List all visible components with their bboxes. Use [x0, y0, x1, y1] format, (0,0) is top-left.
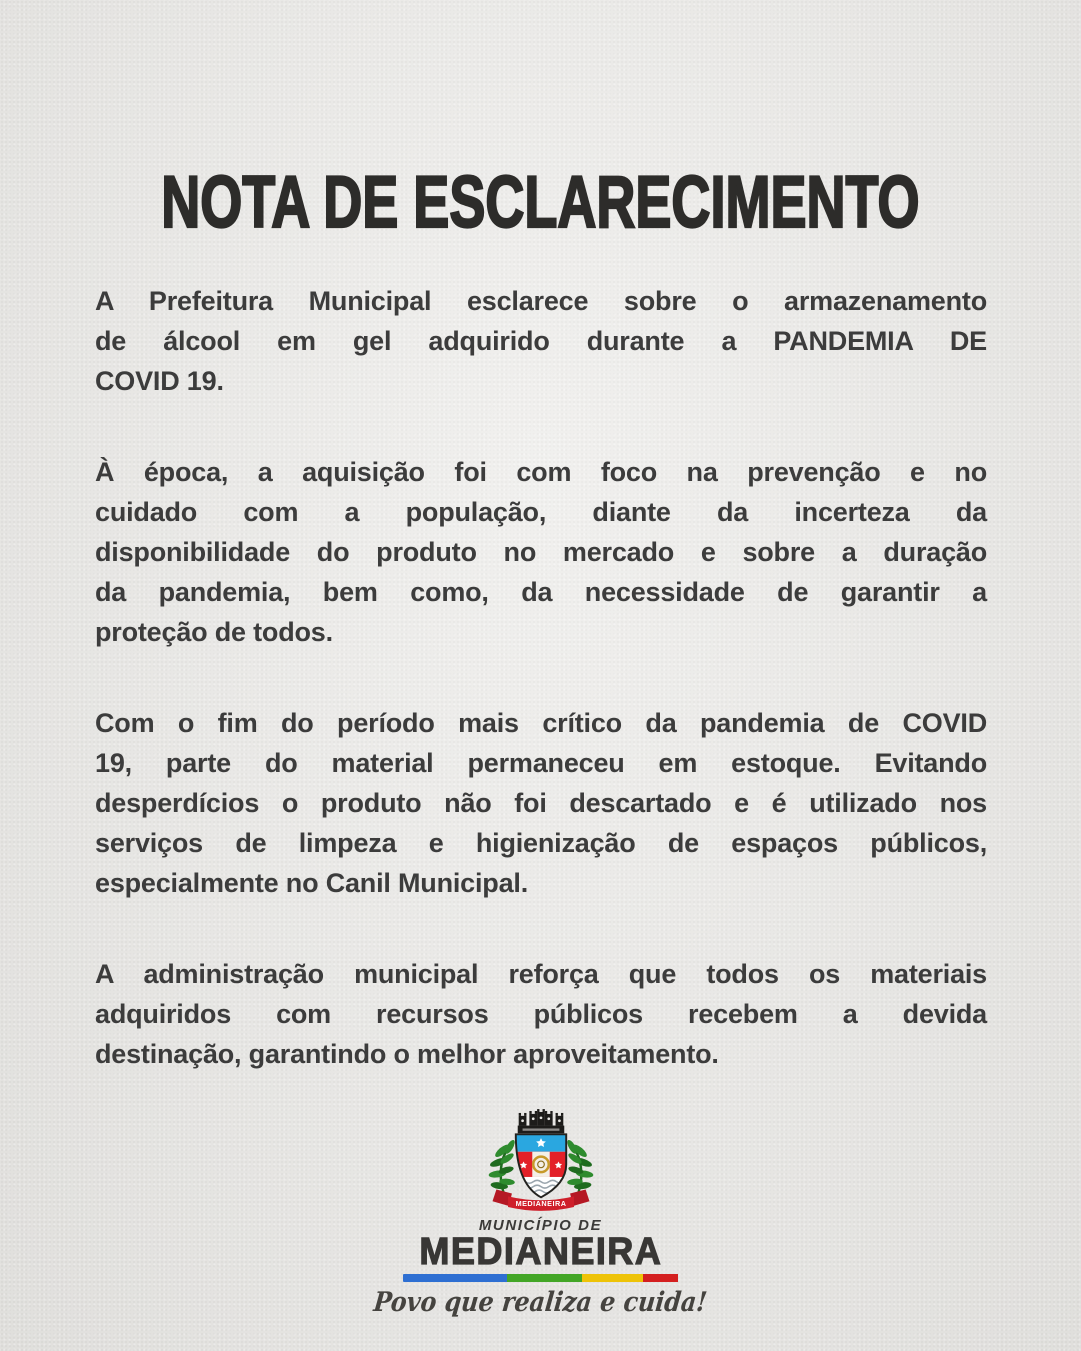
body-line: A administração municipal reforça que todos os materiais — [95, 959, 987, 989]
body-line: de álcool em gel adquirido durante a PANDEMIA DE — [95, 326, 987, 356]
body-line: da pandemia, bem como, da necessidade de garantir a — [95, 577, 987, 607]
body-paragraph — [95, 452, 987, 652]
body-paragraph — [95, 703, 987, 903]
flag-bar-segment — [643, 1274, 679, 1282]
body-line: A Prefeitura Municipal esclarece sobre o armazenamento — [95, 286, 987, 316]
body-paragraph — [95, 954, 987, 1074]
flag-bar-segment — [507, 1274, 582, 1282]
footer — [0, 1104, 1081, 1318]
body-paragraphs — [95, 281, 987, 1074]
body-line: desperdícios o produto não foi descartado e é utilizado nos — [95, 788, 987, 818]
shield-icon — [515, 1134, 565, 1201]
page-title-wrap — [0, 163, 1081, 243]
flag-bar-segment — [403, 1274, 508, 1282]
body-line: destinação, garantindo o melhor aproveitamento. — [95, 1039, 719, 1069]
body-line: Com o fim do período mais crítico da pandemia de COVID — [95, 708, 987, 738]
body-line: À época, a aquisição foi com foco na prevenção e no — [95, 457, 987, 487]
branch-left-icon — [488, 1139, 516, 1200]
body-line: especialmente no Canil Municipal. — [95, 868, 529, 898]
slogan: Povo que realiza e cuida! — [372, 1287, 709, 1318]
page-title: NOTA DE ESCLARECIMENTO — [161, 162, 920, 243]
coat-of-arms-icon — [477, 1104, 605, 1215]
branch-right-icon — [565, 1139, 593, 1200]
body-line: serviços de limpeza e higienização de espaços públicos, — [95, 828, 987, 858]
body-line: disponibilidade do produto no mercado e sobre a duração — [95, 537, 987, 567]
body-line: adquiridos com recursos públicos recebem a devida — [95, 999, 987, 1029]
org-prefix: MUNICÍPIO DE — [478, 1217, 603, 1234]
body-line: proteção de todos. — [95, 617, 333, 647]
mural-crown-icon — [517, 1109, 564, 1133]
body-paragraph — [95, 281, 987, 401]
body-line: 19, parte do material permaneceu em estoque. Evitando — [95, 748, 987, 778]
ribbon-label: MEDIANEIRA — [515, 1199, 566, 1209]
body-line: cuidado com a população, diante da incerteza da — [95, 497, 987, 527]
flag-bar-segment — [582, 1274, 643, 1282]
body-line: COVID 19. — [95, 366, 224, 396]
org-name: MEDIANEIRA — [419, 1231, 662, 1273]
flag-color-bar — [403, 1274, 679, 1282]
